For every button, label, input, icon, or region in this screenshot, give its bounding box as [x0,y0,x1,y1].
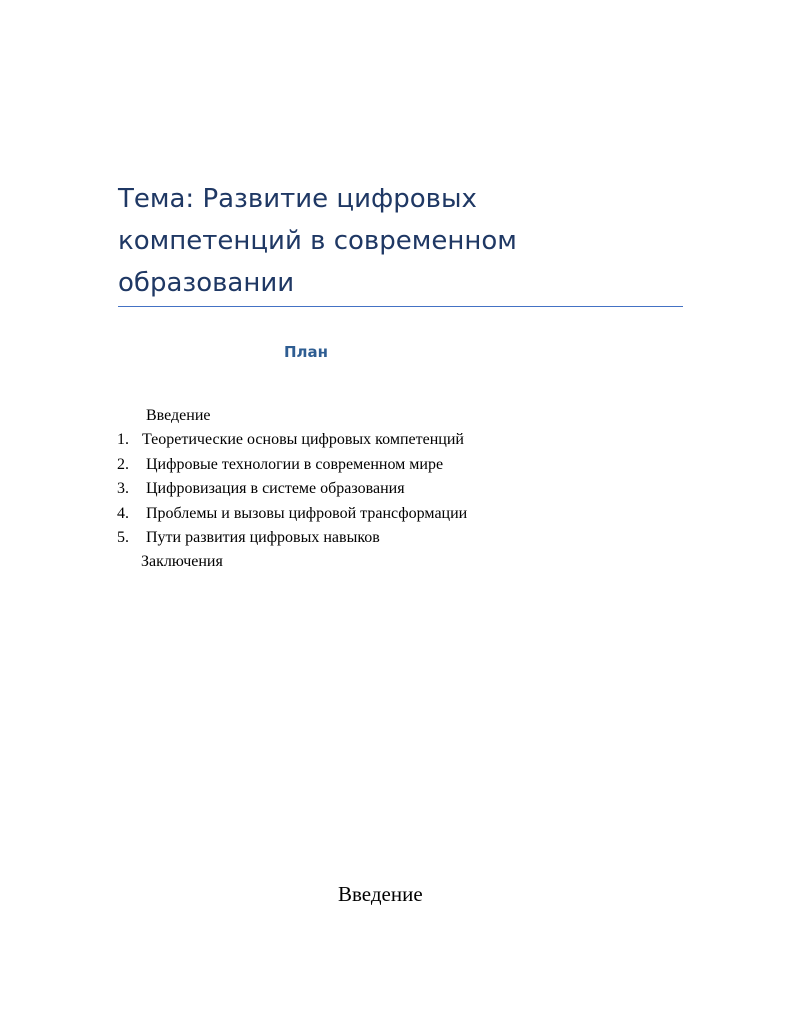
toc-item-number: 2. [117,456,129,473]
section-heading: Введение [338,882,423,906]
toc-item-label: Проблемы и вызовы цифровой трансформации [146,505,468,522]
toc-item-number: 1. [117,431,129,448]
plan-heading: План [284,343,329,361]
toc-item-label: Пути развития цифровых навыков [146,529,380,546]
toc-item-number: 3. [117,480,129,497]
toc-item-label: Цифровые технологии в современном мире [146,456,444,473]
document-title: Тема: Развитие цифровых компетенций в современном образовании [118,184,517,298]
toc-conclusion-label: Заключения [141,553,223,570]
title-underline [118,306,683,307]
toc-item-number: 5. [117,529,129,546]
toc-intro-label: Введение [146,407,211,424]
toc-item-number: 4. [117,505,129,522]
toc-item-label: Цифровизация в системе образования [146,480,405,497]
toc-item-label: Теоретические основы цифровых компетенций [142,431,464,448]
